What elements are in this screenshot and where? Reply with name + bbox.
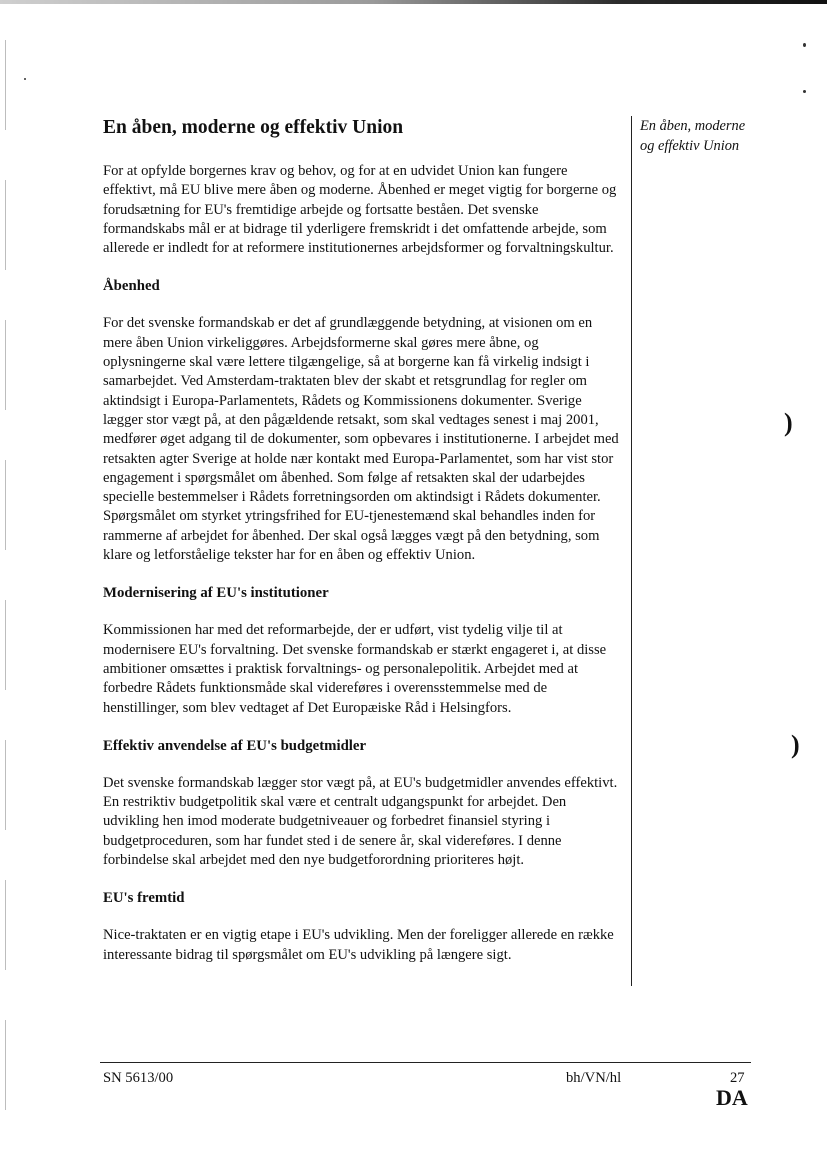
scan-speck [803,43,806,47]
section-heading-modernisering: Modernisering af EU's institutioner [103,585,329,602]
scan-left-edge [5,40,6,1150]
margin-note: En åben, moderne og effektiv Union [640,118,746,154]
section-paragraph-modernisering: Kommissionen har med det reformarbejde, der er udført, vist tydelig vilje til at modernisere EU's forvaltning. Det svenske formandskab er stærkt engageret i, at disse ambitioner omsættes i praktisk forvaltnings- og personalepolitik. Arbejdet med at forbedre Rådets funktionsmåde skal videreføres i overensstemmelse med de henstillinger, som blev vedtaget af Det Europæiske Råd i Helsingfors. [103,622,607,716]
footer-language-code: DA [716,1085,748,1110]
section-paragraph-aabenhed: For det svenske formandskab er det af grundlæggende betydning, at visionen om en mere åben Union virkeliggøres. Arbejdsformerne skal gøres mere åbne, og oplysningerne skal være lettere tilgængelige, så at borgerne kan få virkelig indsigt i samarbejdet. Ved Amsterdam-traktaten blev der skabt et retsgrundlag for regler om aktindsigt i Europa-Parlamentets, Rådets og Kommissionens dokumenter. Sverige lægger stor vægt på, at den pågældende retsakt, som skal vedtages senest i maj 2001, medfører øget adgang til de dokumenter, som opbevares i institutionerne. I arbejdet med retsakten agter Sverige at holde nær kontakt med Europa-Parlamentet, som har vist stor engagement i spørgsmålet om åbenhed. Som følge af retsakten skal der udarbejdes specielle bestemmelser i Rådets forretningsorden om aktindsigt i Rådets dokumenter. Spørgsmålet om styrket ytringsfrihed for EU-tjenestemænd skal behandles inden for rammerne af arbejdet for åbenhed. Der skal også lægges vægt på den betydning, som klare og letforståelige tekster har for en åben og effektiv Union. [103,315,619,564]
intro-paragraph: For at opfylde borgernes krav og behov, og for at en udvidet Union kan fungere effektivt, må EU blive mere åben og moderne. Åbenhed er meget vigtig for borgerne og forudsætning for EU's fremtidige arbejde og fortsatte beståen. Det svenske formandskabs mål er at bidrage til yderligere fremskridt i det omfattende arbejde, som allerede er indledt for at reformere institutionernes arbejdsformer og forvaltningskultur. [103,163,617,257]
footer-page-number: 27 [730,1070,745,1086]
page-title: En åben, moderne og effektiv Union [103,117,404,138]
scan-speck [803,90,806,93]
scan-mark-paren: ) [791,730,800,759]
footer-rule [100,1062,751,1063]
scan-mark-paren: ) [784,408,793,437]
section-heading-aabenhed: Åbenhed [103,278,160,295]
section-heading-fremtid: EU's fremtid [103,890,185,907]
footer-initials: bh/VN/hl [566,1070,622,1086]
scan-top-edge [0,0,827,4]
section-heading-budgetmidler: Effektiv anvendelse af EU's budgetmidler [103,737,367,754]
section-paragraph-budgetmidler: Det svenske formandskab lægger stor vægt på, at EU's budgetmidler anvendes effektivt. En restriktiv budgetpolitik skal være et centralt udgangspunkt for arbejdet. Den udvikling hen imod moderate budgetniveauer og forbedret finansiel styring i budgetproceduren, som har fundet sted i de senere år, skal videreføres. I denne forbindelse skal arbejdet med den nye budgetforordning prioriteres højt. [103,774,618,869]
section-paragraph-fremtid: Nice-traktaten er en vigtig etape i EU's udvikling. Men der foreligger allerede en række interessante bidrag til spørgsmålet om EU's udvikling på længere sigt. [103,927,614,963]
margin-divider-line [631,116,632,986]
footer-doc-ref: SN 5613/00 [103,1070,174,1086]
main-text-column [103,116,623,984]
scan-speck [24,78,26,80]
